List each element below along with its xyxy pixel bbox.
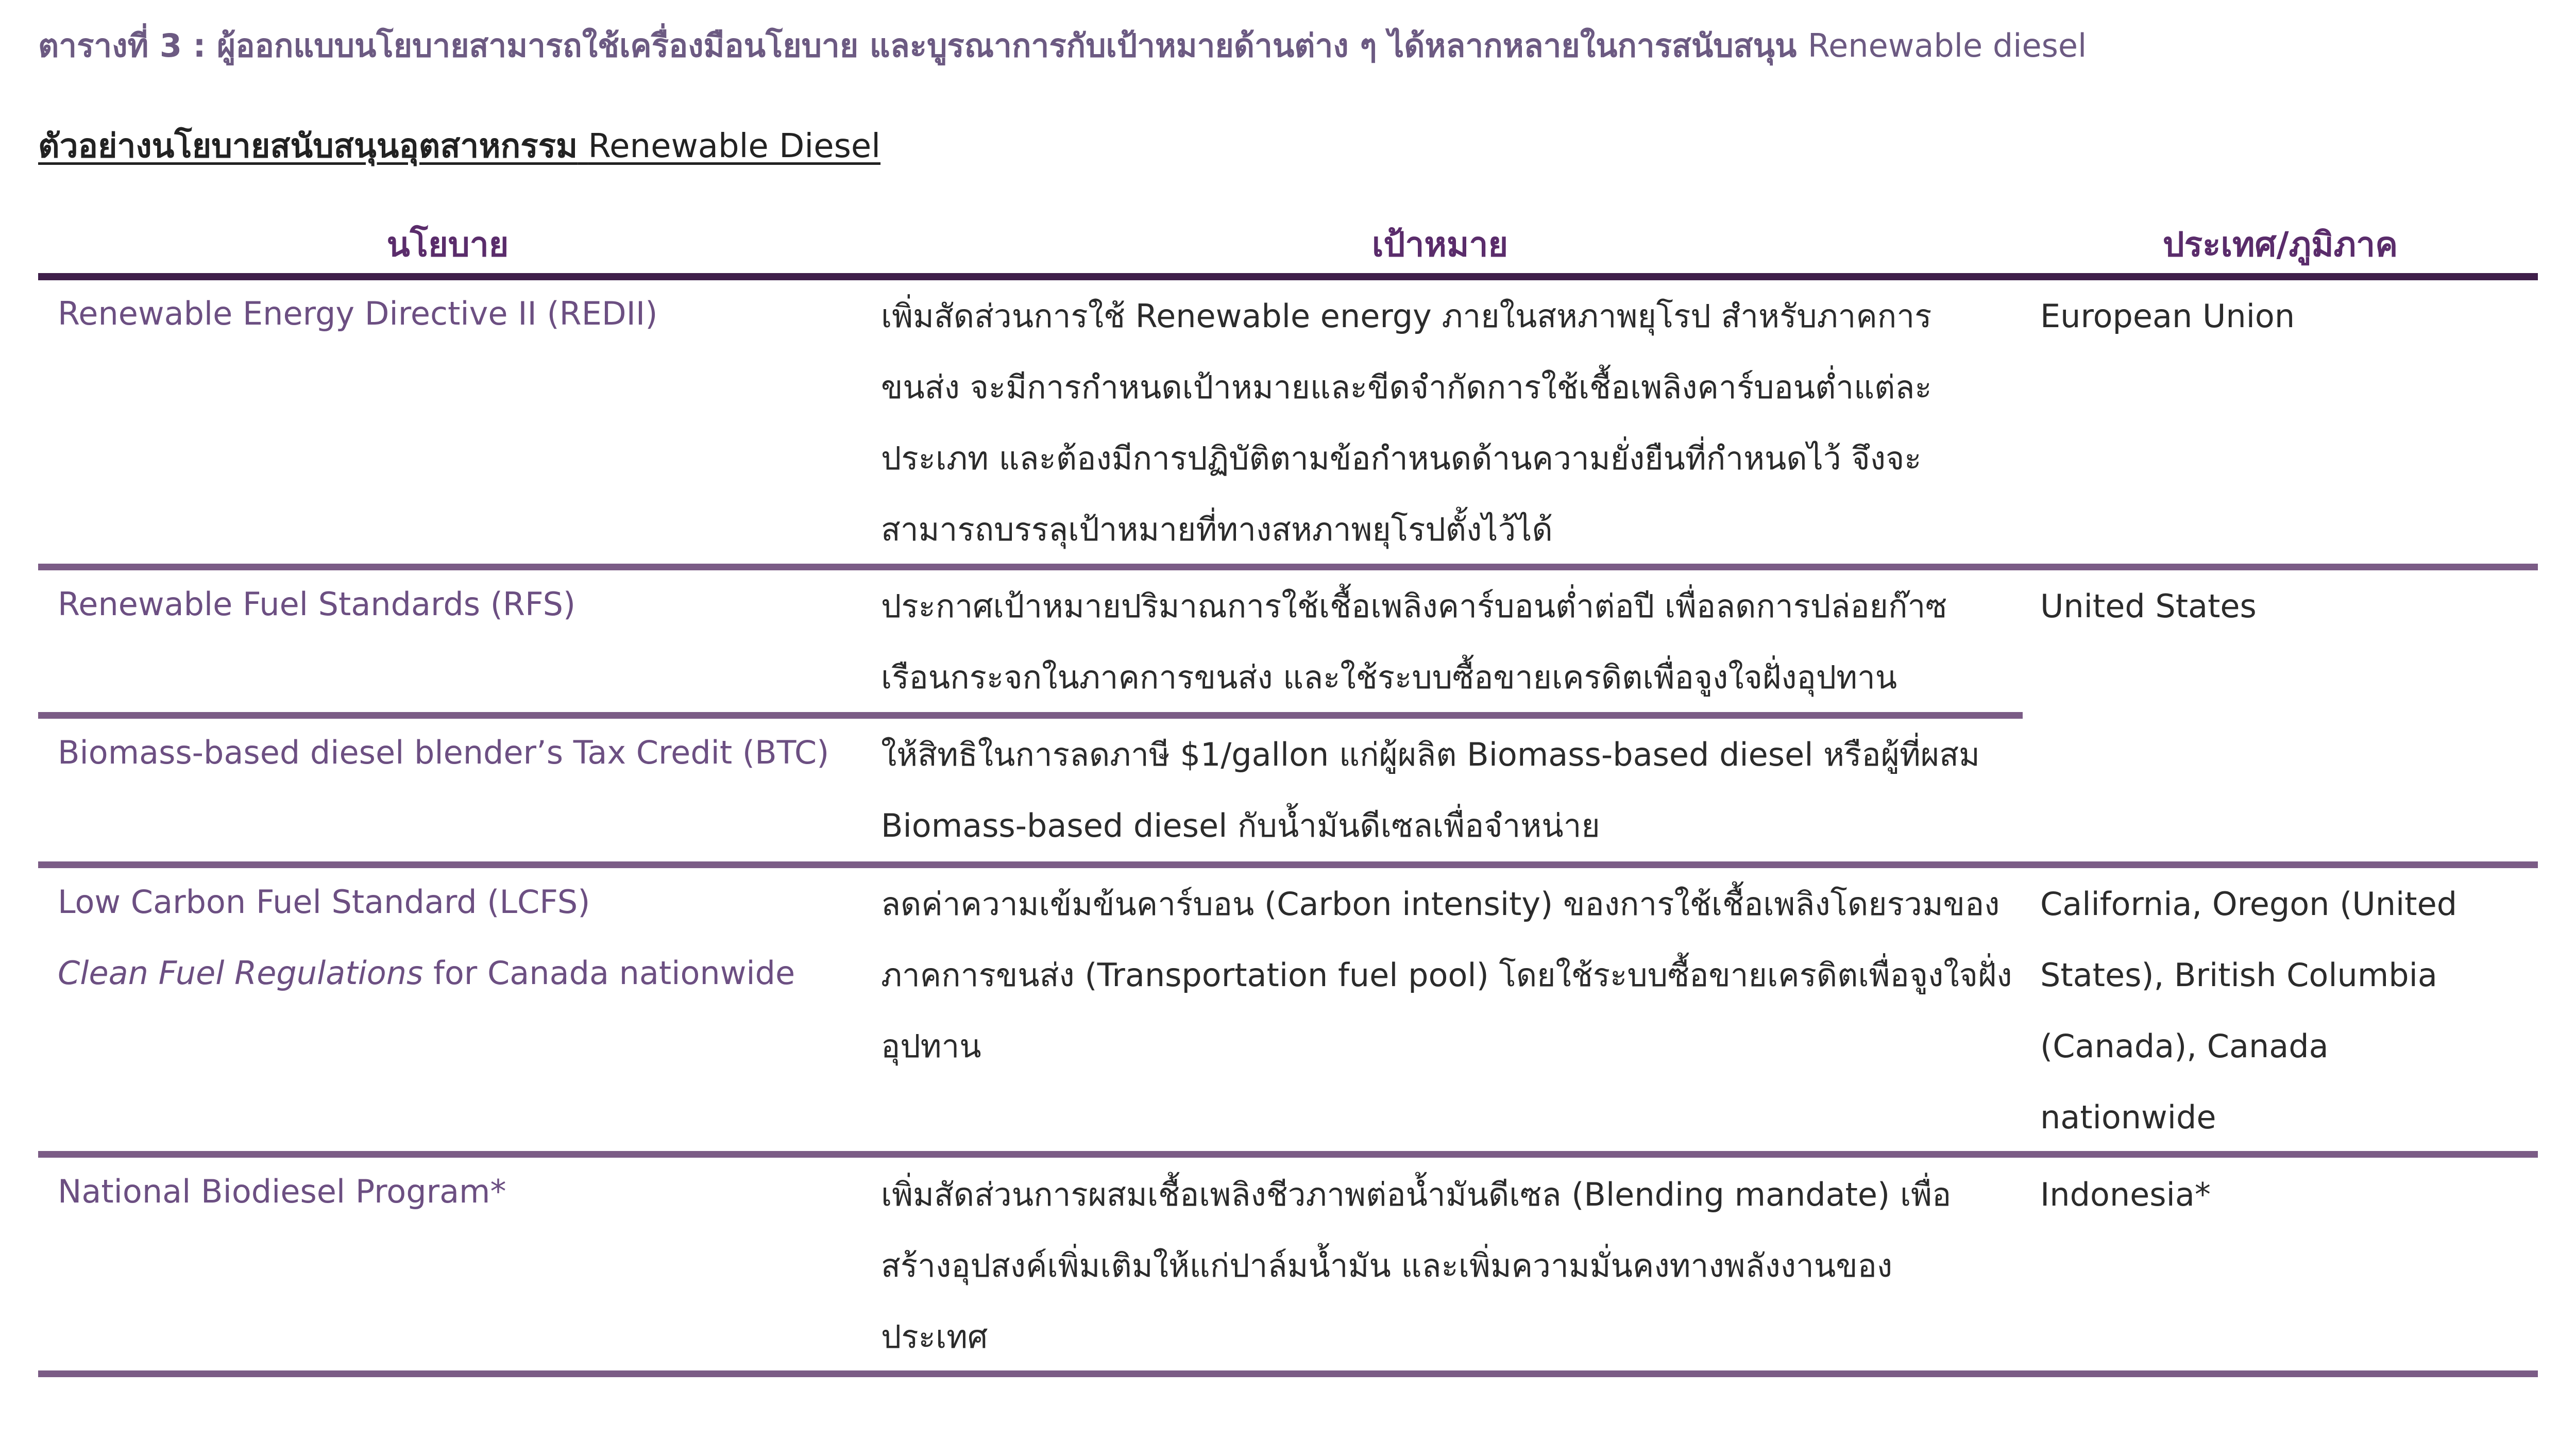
header-goal: เป้าหมาย <box>1371 225 1509 264</box>
table-row-5-region: Indonesia* <box>2040 1176 2211 1213</box>
table-row-5-goal: เพิ่มสัดส่วนการผสมเชื้อเพลิงชีวภาพต่อน้ำมันดีเซล (Blending mandate) เพื่อ สร้างอุปสงค์เพิ่มเติมให้แก่ปาล์มน้ำมัน และเพิ่มความมั่นคงทางพลังงานของ ประเทศ <box>881 1176 1952 1356</box>
table-row-1-region: European Union <box>2040 297 2295 335</box>
subtitle-thai: ตัวอย่างนโยบายสนับสนุนอุตสาหกรรม <box>38 127 578 165</box>
table-row-4-region: California, Oregon (United States), British Columbia (Canada), Canada nationwide <box>2040 885 2458 1136</box>
header-policy: นโยบาย <box>386 225 509 264</box>
table-row-2-region: United States <box>2040 587 2257 625</box>
table-row-4-goal: ลดค่าความเข้มข้นคาร์บอน (Carbon intensity) ของการใช้เชื้อเพลิงโดยรวมของ ภาคการขนส่ง (Transportation fuel pool) โดยใช้ระบบซื้อขายเครดิตเพื่อจูงใจฝั่ง อุปทาน <box>881 885 2012 1065</box>
table-row-1-goal: เพิ่มสัดส่วนการใช้ Renewable energy ภายในสหภาพยุโรป สำหรับภาคการ ขนส่ง จะมีการกำหนดเป้าหมายและขีดจำกัดการใช้เชื้อเพลิงคาร์บอนต่ำแต่ละ ประเภท และต้องมีการปฏิบัติตามข้อกำหนดด้านความยั่งยืนที่กำหนดไว้ จึงจะ สามารถบรรลุเป้าหมายที่ทางสหภาพยุโรปตั้งไว้ได้ <box>881 297 1932 548</box>
header-region: ประเทศ/ภูมิภาค <box>2162 225 2398 264</box>
table-subtitle <box>38 120 880 172</box>
subtitle-english: Renewable Diesel <box>588 127 881 165</box>
table-row-3-policy: Biomass-based diesel blender’s Tax Credit (BTC) <box>58 734 829 771</box>
table-row-2-goal: ประกาศเป้าหมายปริมาณการใช้เชื้อเพลิงคาร์บอนต่ำต่อปี เพื่อลดการปล่อยก๊าซ เรือนกระจกในภาคการขนส่ง และใช้ระบบซื้อขายเครดิตเพื่อจูงใจฝั่งอุปทาน <box>881 587 1947 696</box>
policy-rest-text: for Canada nationwide <box>423 954 795 992</box>
policy-italic-text: Clean Fuel Regulations <box>58 954 423 992</box>
table-row-1-policy: Renewable Energy Directive II (REDII) <box>58 295 658 332</box>
table-caption <box>38 21 2087 71</box>
caption-english: Renewable diesel <box>1807 27 2087 64</box>
caption-thai: ตารางที่ 3 : ผู้ออกแบบนโยบายสามารถใช้เครื่องมือนโยบาย และบูรณาการกับเป้าหมายด้านต่าง ๆ ได้หลากหลายในการสนับสนุน <box>38 27 1797 64</box>
table-row-4-policy: Low Carbon Fuel Standard (LCFS) Clean Fuel Regulations for Canada nationwide <box>58 883 795 992</box>
table-row-3-goal: ให้สิทธิในการลดภาษี $1/gallon แก่ผู้ผลิต Biomass-based diesel หรือผู้ที่ผสม Biomass-based diesel กับน้ำมันดีเซลเพื่อจำหน่าย <box>881 736 1980 844</box>
table-row-2-policy: Renewable Fuel Standards (RFS) <box>58 585 576 623</box>
table-row-5-policy: National Biodiesel Program* <box>58 1173 506 1210</box>
